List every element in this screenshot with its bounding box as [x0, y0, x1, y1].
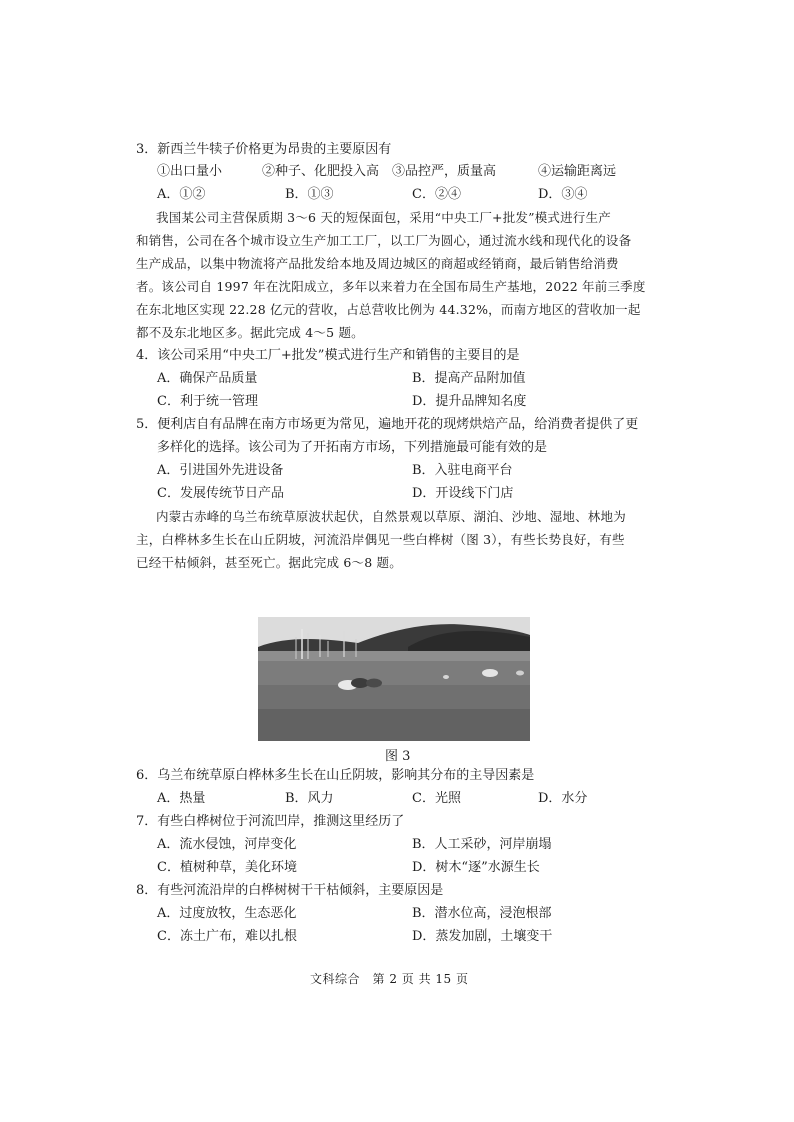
- q4-option-b: B．提高产品附加值: [412, 371, 526, 386]
- passage1-line-3: 生产成品，以集中物流将产品批发给本地及周边城区的商超或经销商，最后销售给消费: [136, 256, 619, 271]
- q3-item-4: ④运输距离远: [538, 164, 617, 179]
- q4-option-d: D．提升品牌知名度: [412, 394, 527, 409]
- q4-option-a: A．确保产品质量: [157, 371, 258, 386]
- q6-option-d: D．水分: [538, 791, 588, 806]
- q5-option-a: A．引进国外先进设备: [157, 463, 284, 478]
- figure-3-caption: 图 3: [385, 749, 411, 764]
- q5-stem-line-1: 5．便利店自有品牌在南方市场更为常见，遍地开花的现烤烘焙产品，给消费者提供了更: [136, 417, 639, 432]
- q6-option-a: A．热量: [157, 791, 206, 806]
- q8-option-a: A．过度放牧，生态恶化: [157, 906, 297, 921]
- q3-stem: 3．新西兰牛犊子价格更为昂贵的主要原因有: [136, 142, 392, 157]
- q8-option-c: C．冻土广布，难以扎根: [157, 929, 297, 944]
- q7-option-d: D．树木“逐”水源生长: [412, 860, 540, 875]
- q3-item-3: ③品控严，质量高: [392, 164, 497, 179]
- q8-stem: 8．有些河流沿岸的白桦树树干干枯倾斜，主要原因是: [136, 883, 444, 898]
- passage1-line-4: 者。该公司自 1997 年在沈阳成立，多年以来着力在全国布局生产基地，2022 年前三季度: [136, 279, 646, 294]
- q8-option-b: B．潜水位高，浸泡根部: [412, 906, 552, 921]
- q3-item-2: ②种子、化肥投入高: [262, 164, 380, 179]
- passage2-line-1: 内蒙古赤峰的乌兰布统草原波状起伏，自然景观以草原、湖泊、沙地、湿地、林地为: [156, 509, 626, 524]
- passage1-line-5: 在东北地区实现 22.28 亿元的营收，占总营收比例为 44.32%，而南方地区的营收加一起: [136, 302, 641, 317]
- q5-option-d: D．开设线下门店: [412, 486, 514, 501]
- q6-option-b: B．风力: [285, 791, 334, 806]
- q5-option-c: C．发展传统节日产品: [157, 486, 284, 501]
- passage1-line-2: 和销售，公司在各个城市设立生产加工工厂，以工厂为圆心，通过流水线和现代化的设备: [136, 233, 632, 248]
- q7-option-b: B．人工采砂，河岸崩塌: [412, 837, 552, 852]
- q3-item-1: ①出口量小: [157, 164, 223, 179]
- q4-option-c: C．利于统一管理: [157, 394, 258, 409]
- page-footer: 文科综合 第 2 页 共 15 页: [310, 972, 469, 986]
- q6-stem: 6．乌兰布统草原白桦林多生长在山丘阴坡，影响其分布的主导因素是: [136, 768, 535, 783]
- passage1-line-6: 都不及东北地区多。据此完成 4～5 题。: [136, 325, 364, 340]
- figure-3-photo: [258, 617, 530, 741]
- q7-option-a: A．流水侵蚀，河岸变化: [157, 837, 297, 852]
- passage1-line-1: 我国某公司主营保质期 3～6 天的短保面包，采用“中央工厂+批发”模式进行生产: [156, 210, 611, 225]
- q7-stem: 7．有些白桦树位于河流凹岸，推测这里经历了: [136, 814, 405, 829]
- q4-stem: 4．该公司采用“中央工厂+批发”模式进行生产和销售的主要目的是: [136, 348, 520, 363]
- q8-option-d: D．蒸发加剧，土壤变干: [412, 929, 553, 944]
- q3-option-b: B．①③: [285, 187, 334, 202]
- q6-option-c: C．光照: [412, 791, 461, 806]
- passage2-line-2: 主，白桦林多生长在山丘阴坡，河流沿岸偶见一些白桦树（图 3），有些长势良好，有些: [136, 532, 625, 547]
- q3-option-d: D．③④: [538, 187, 588, 202]
- q5-stem-line-2: 多样化的选择。该公司为了开拓南方市场，下列措施最可能有效的是: [157, 440, 548, 455]
- q3-option-a: A．①②: [157, 187, 206, 202]
- q7-option-c: C．植树种草，美化环境: [157, 860, 297, 875]
- passage2-line-3: 已经干枯倾斜，甚至死亡。据此完成 6～8 题。: [136, 555, 402, 570]
- q5-option-b: B．入驻电商平台: [412, 463, 513, 478]
- q3-option-c: C．②④: [412, 187, 461, 202]
